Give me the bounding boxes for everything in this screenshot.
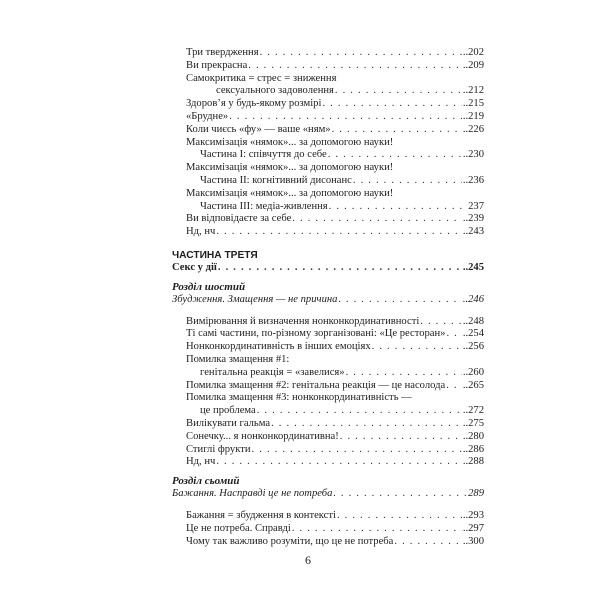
toc-entry: Вилікувати гальма . . . ..275	[186, 418, 484, 431]
toc-entry: Ті самі частини, по-різному зорганізовані: «Це ресторан» . . . ..254	[186, 328, 484, 341]
toc-entry: Це не потреба. Справді . . . ..297	[186, 523, 484, 536]
toc-entry: Частина ІІІ: медіа-живлення . . . 237	[186, 201, 484, 214]
toc-group-g	[172, 510, 484, 548]
toc-entry: Нонконкординативність в інших емоціях . . . ..256	[186, 341, 484, 354]
toc-group-d	[172, 316, 484, 470]
toc-entry-line1: Помилка змащення #3: нонконкординативність —	[186, 392, 412, 404]
page-number: 6	[305, 553, 311, 567]
chapter-title-entry: Збудження. Змащення — не причина . . . ..246	[172, 294, 484, 307]
toc-entry-line1: Максимізація «нямок»... за допомогою науки!	[186, 162, 394, 174]
toc-entry: Бажання = збудження в контексті . . . ..293	[186, 510, 484, 523]
toc-entry: Коли чиєсь «фу» — ваше «ням» . . . ..226	[186, 124, 484, 137]
toc-entry: Сонечку... я нонконкординативна! . . . ..280	[186, 431, 484, 444]
toc-entry: Здоров’я у будь-якому розмірі . . . ..215	[186, 98, 484, 111]
toc-entry-line1: Максимізація «нямок»... за допомогою науки!	[186, 136, 394, 148]
toc-entry-line1: Самокритика = стрес = зниження	[186, 72, 337, 84]
toc-entry: Частина І: співчуття до себе . . . ..230	[186, 149, 484, 162]
toc-entry: це проблема . . . ..272	[186, 405, 484, 418]
toc-entry: Три твердження . . . ..202	[186, 47, 484, 60]
chapter-label: Розділ шостий	[172, 280, 246, 293]
toc-entry: Нд, нч . . . ..243	[186, 226, 484, 239]
toc-entry: генітальна реакція = «завелися» . . . ..260	[186, 367, 484, 380]
chapter-label: Розділ сьомий	[172, 475, 240, 488]
toc-entry: Частина ІІ: когнітивний дисонанс . . . ..236	[186, 175, 484, 188]
part-heading: ЧАСТИНА ТРЕТЯ	[172, 249, 258, 261]
toc-entry: Чому так важливо розуміти, що це не потреба . . . ..300	[186, 536, 484, 549]
toc-entry: Нд, нч . . . ..288	[186, 456, 484, 469]
part-title-entry: Секс у дії . . . ..245	[172, 262, 484, 275]
toc-entry: Вимірювання й визначення нонконкординативності . . . ..248	[186, 316, 484, 329]
toc-entry: сексуального задоволення . . . ..212	[186, 85, 484, 98]
toc-entry-line1: Максимізація «нямок»... за допомогою науки!	[186, 187, 394, 199]
toc-group-a	[172, 47, 484, 239]
toc-entry: «Брудне» . . . ..219	[186, 111, 484, 124]
chapter-title-entry: Бажання. Насправді це не потреба . . . 289	[172, 488, 484, 501]
toc-entry-line1: Помилка змащення #1:	[186, 353, 290, 365]
toc-entry: Стиглі фрукти . . . ..286	[186, 444, 484, 457]
toc-entry: Ви відповідаєте за себе . . . ..239	[186, 213, 484, 226]
toc-entry: Ви прекрасна . . . ..209	[186, 60, 484, 73]
toc-entry: Помилка змащення #2: генітальна реакція — це насолода . . . ..265	[186, 380, 484, 393]
table-of-contents	[172, 47, 484, 548]
